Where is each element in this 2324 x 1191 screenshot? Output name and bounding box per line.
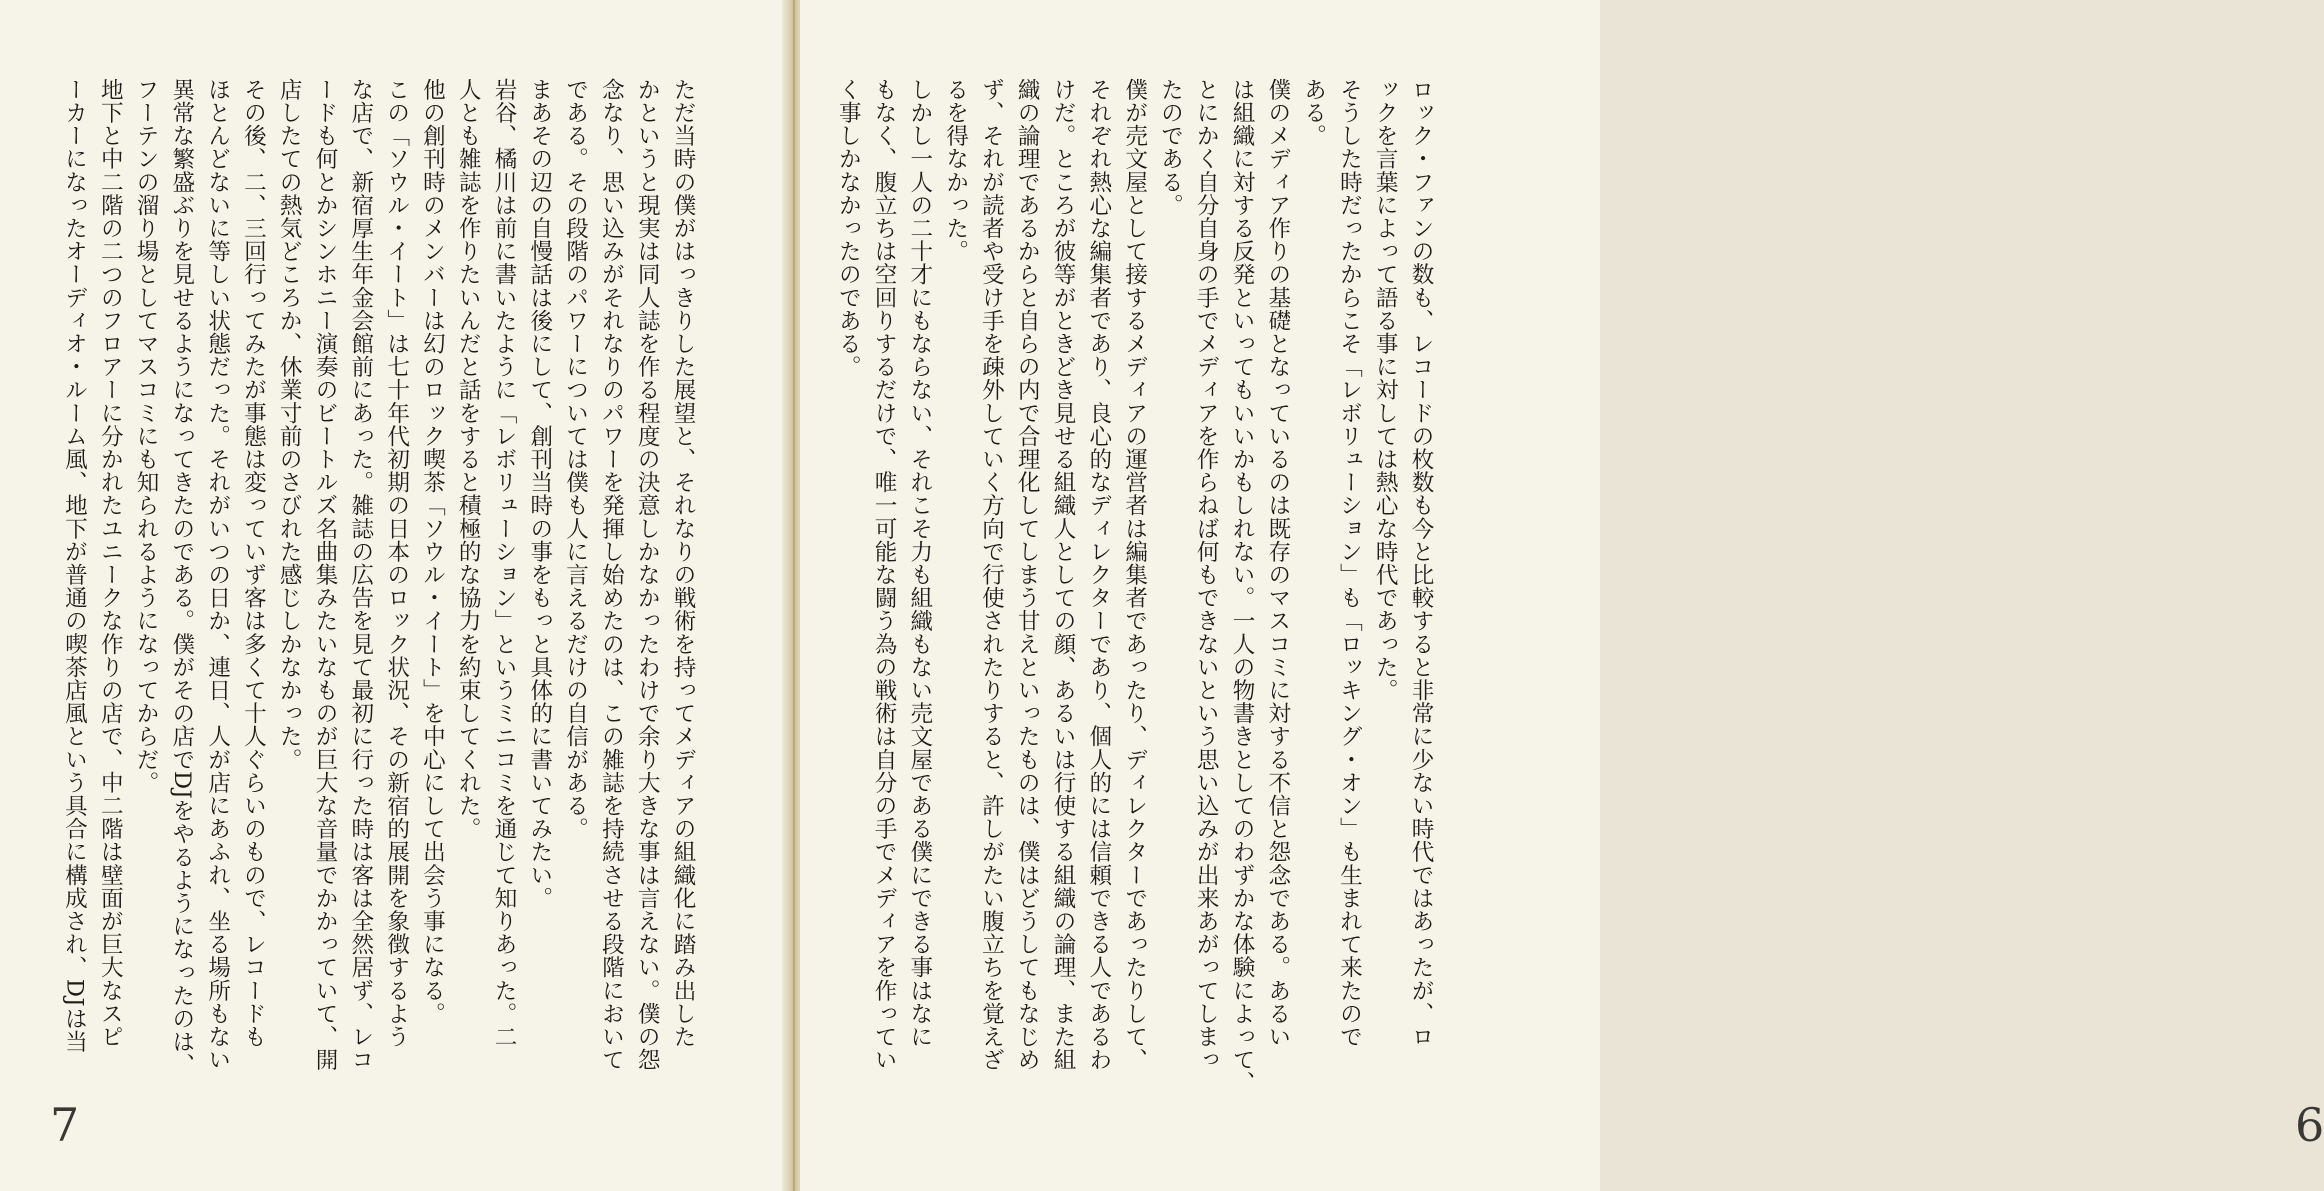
- text-line: 織の論理であるからと自らの内で合理化してしまう甘えといったものは、僕はどうしてもなじめ: [1014, 78, 1041, 1072]
- text-line: 僕が売文屋として接するメディアの運営者は編集者であったり、ディレクターであったりして、: [1121, 78, 1148, 1072]
- text-line: な店で、新宿厚生年金会館前にあった。雑誌の広告を見て最初に行った時は客は全然居ず、レコ: [347, 78, 374, 1072]
- text-line: ーカーになったオーディオ・ルーム風、地下が普通の喫茶店風という具合に構成され、DJは当: [61, 78, 88, 1054]
- text-line: である。その段階のパワーについては僕も人に言えるだけの自信がある。: [562, 78, 589, 841]
- text-line: そうした時だったからこそ「レボリューション」も「ロッキング・オン」も生まれて来たので: [1336, 78, 1363, 1049]
- text-line: とにかく自分自身の手でメディアを作らねば何もできないという思い込みが出来あがってしまっ: [1193, 78, 1220, 1072]
- text-line: ックを言葉によって語る事に対しては熱心な時代であった。: [1372, 78, 1399, 702]
- text-line: たのである。: [1157, 78, 1184, 217]
- text-line: フーテンの溜り場としてマスコミにも知られるようになってからだ。: [133, 78, 160, 795]
- text-line: 岩谷、橘川は前に書いたように「レボリューション」というミニコミを通じて知りあった。二: [491, 78, 518, 1049]
- text-line: それぞれ熱心な編集者であり、良心的なディレクターであり、個人的には信頼できる人であるわ: [1085, 78, 1112, 1072]
- text-line: るを得なかった。: [942, 78, 969, 263]
- text-line: けだ。ところが彼等がときどき見せる組織人としての顔、あるいは行使する組織の論理、また組: [1050, 78, 1077, 1072]
- text-line: 人とも雑誌を作りたいんだと話をすると積極的な協力を約束してくれた。: [455, 78, 482, 841]
- text-line: く事しかなかったのである。: [835, 78, 862, 379]
- right-page-body: [835, 78, 1438, 1095]
- text-line: は組織に対する反発といってもいいかもしれない。一人の物書きとしてのわずかな体験によって、: [1229, 78, 1256, 1095]
- text-line: 念なり、思い込みがそれなりのパワーを発揮し始めたのは、この雑誌を持続させる段階において: [598, 78, 625, 1072]
- text-line: かというと現実は同人誌を作る程度の決意しかなかったわけで余り大きな事は言えない。僕の怨: [634, 78, 661, 1072]
- text-line: ードも何とかシンホニー演奏のビートルズ名曲集みたいなものが巨大な音量でかかっていて、開: [312, 78, 339, 1072]
- text-line: この「ソウル・イート」は七十年代初期の日本のロック状況、その新宿的展開を象徴するよう: [383, 78, 410, 1049]
- page-number: 7: [50, 1098, 80, 1152]
- page-number: 6: [2295, 1098, 2324, 1152]
- text-line: 僕のメディア作りの基礎となっているのは既存のマスコミに対する不信と怨念である。あるい: [1264, 78, 1291, 1049]
- gutter-divider: [793, 0, 795, 1191]
- text-line: 異常な繁盛ぶりを見せるようになってきたのである。僕がその店でDJをやるようになったのは、: [168, 78, 195, 1077]
- text-line: まあその辺の自慢話は後にして、創刊当時の事をもっと具体的に書いてみたい。: [526, 78, 553, 910]
- text-line: ほとんどないに等しい状態だった。それがいつの日か、連日、人が店にあふれ、坐る場所もない: [204, 78, 231, 1072]
- text-line: しかし一人の二十才にもならない、それこそ力も組織もない売文屋である僕にできる事はなに: [906, 78, 933, 1049]
- text-line: もなく、腹立ちは空回りするだけで、唯一可能な闘う為の戦術は自分の手でメディアを作ってい: [871, 78, 898, 1072]
- text-line: ただ当時の僕がはっきりした展望と、それなりの戦術を持ってメディアの組織化に踏み出した: [670, 78, 696, 1049]
- text-line: ず、それが読者や受け手を疎外していく方向で行使されたりすると、許しがたい腹立ちを覚えざ: [978, 78, 1005, 1072]
- text-line: 店したての熱気どころか、休業寸前のさびれた感じしかなかった。: [276, 78, 303, 771]
- left-page: [0, 0, 790, 1191]
- text-line: その後、二、三回行ってみたが事態は変っていず客は多くて十人ぐらいのもので、レコードも: [240, 78, 267, 1049]
- left-page-body: [24, 78, 700, 1077]
- text-line: ロック・ファンの数も、レコードの枚数も今と比較すると非常に少ない時代ではあったが、ロ: [1408, 78, 1434, 1049]
- text-line: 他の創刊時のメンバーは幻のロック喫茶「ソウル・イート」を中心にして出会う事になる。: [419, 78, 446, 1026]
- text-line: 地下と中二階の二つのフロアーに分かれたユニークな作りの店で、中二階は壁面が巨大なスピ: [97, 78, 124, 1049]
- text-line: ある。: [1300, 78, 1327, 148]
